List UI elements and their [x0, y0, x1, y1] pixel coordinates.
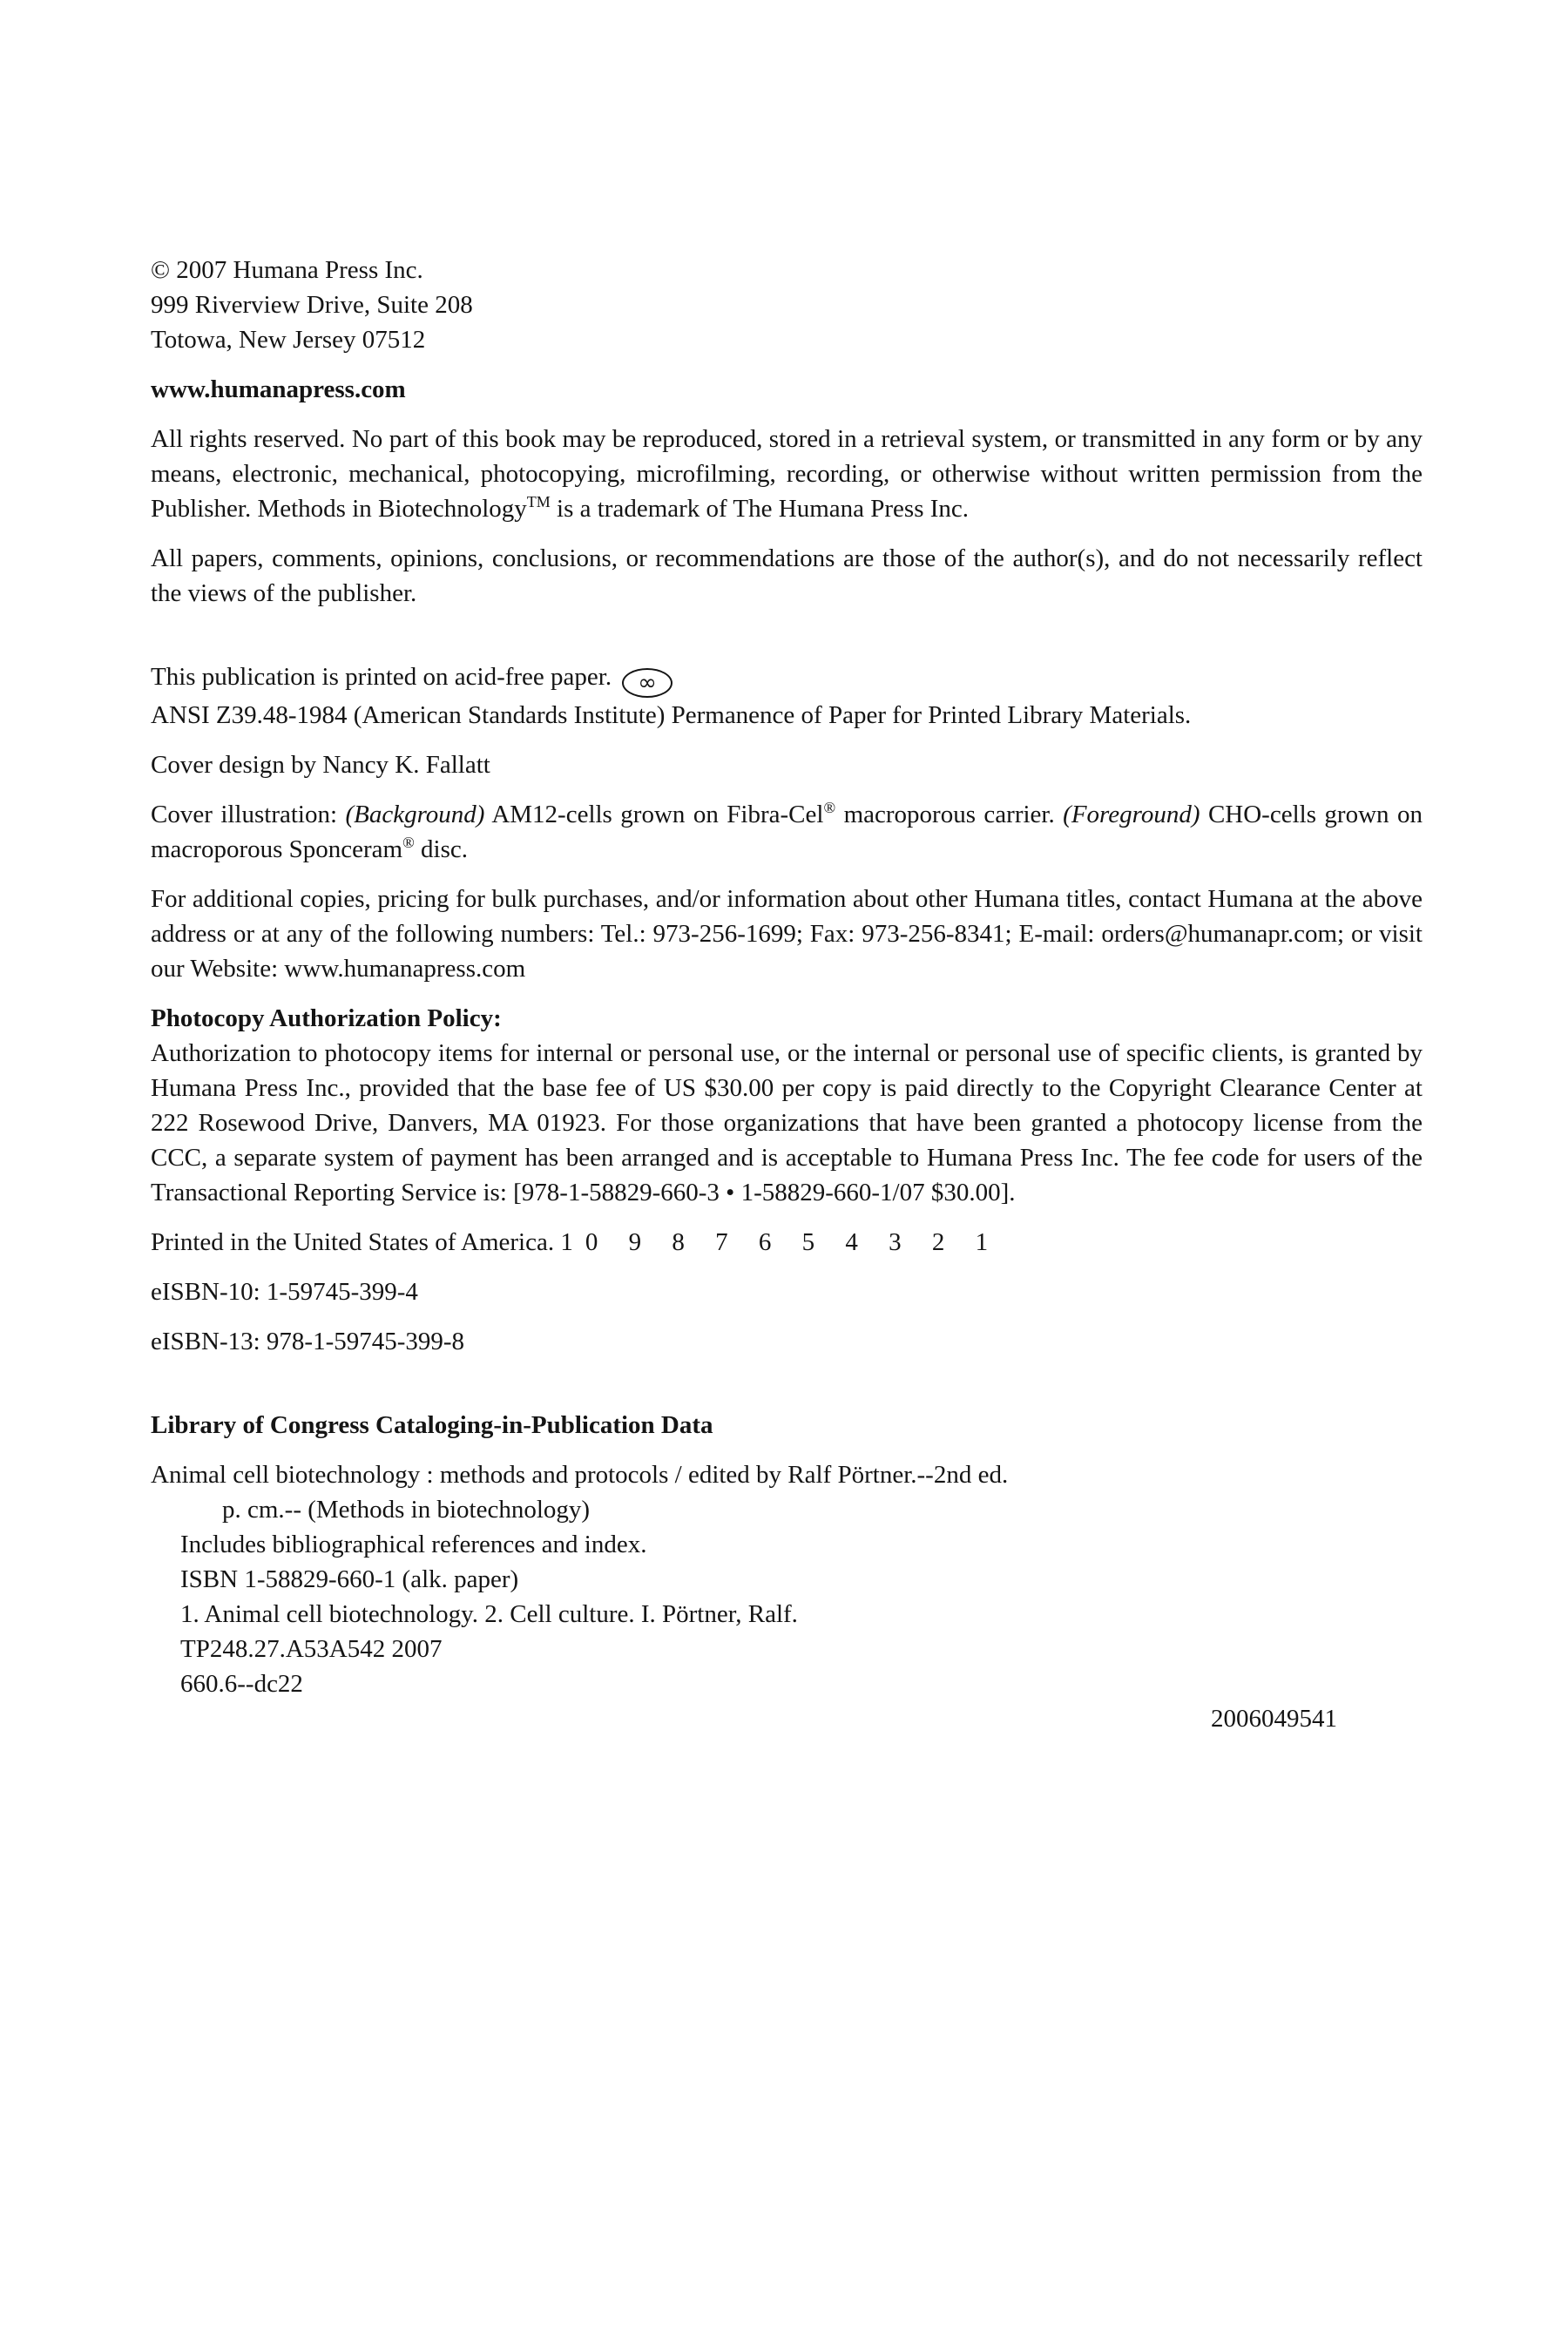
copyright-line: © 2007 Humana Press Inc. [151, 256, 423, 284]
printed-line [151, 1225, 1423, 1260]
copyright-page [151, 253, 1423, 1736]
acid-free-line [151, 659, 1423, 698]
cip-pages-line: p. cm.-- (Methods in biotechnology) [222, 1496, 591, 1524]
cover-middle-text: macroporous carrier. [835, 801, 1064, 828]
rights-paragraph [151, 422, 1423, 526]
cip-line: 660.6--dc22 [180, 1670, 303, 1698]
cip-line: ISBN 1-58829-660-1 (alk. paper) [180, 1565, 519, 1593]
printed-text: Printed in the United States of America. [151, 1228, 555, 1256]
foreground-text: CHO-cells grown on macroporous Sponceram [151, 801, 1423, 863]
rights-text: All rights reserved. No part of this book may be reproduced, stored in a retrieval system, or transmitted in any form or by any means, electronic, mechanical, photocopying, microfilming, recording, or otherwise without written permission from the Publisher. Methods in Biotechnology [151, 425, 1423, 523]
cover-design-line: Cover design by Nancy K. Fallatt [151, 751, 490, 779]
cip-line: Includes bibliographical references and index. [180, 1531, 647, 1558]
background-label: (Background) [345, 801, 485, 828]
cip-line: TP248.27.A53A542 2007 [180, 1635, 443, 1663]
ansi-standard-line: ANSI Z39.48-1984 (American Standards Institute) Permanence of Paper for Printed Library Materials. [151, 701, 1192, 729]
lccn-number: 2006049541 [1211, 1705, 1337, 1733]
cip-line: 1. Animal cell biotechnology. 2. Cell culture. I. Pörtner, Ralf. [180, 1600, 798, 1628]
cover-illustration-paragraph [151, 797, 1423, 867]
photocopy-heading: Photocopy Authorization Policy: [151, 1004, 502, 1032]
publisher-website: www.humanapress.com [151, 375, 406, 403]
registered-mark: ® [402, 834, 415, 851]
cip-title-line: Animal cell biotechnology : methods and protocols / edited by Ralf Pörtner.--2nd ed. [151, 1461, 1009, 1489]
address-street: 999 Riverview Drive, Suite 208 [151, 291, 473, 319]
photocopy-paragraph: Authorization to photocopy items for internal or personal use, or the internal or personal use of specific clients, is granted by Humana Press Inc., provided that the base fee of US $30.00 per copy is paid directly to the Copyright Clearance Center at 222 Rosewood Drive, Danvers, MA 01923. For those organizations that have been granted a photocopy license from the CCC, a separate system of payment has been arranged and is acceptable to Humana Press Inc. The fee code for users of the Transactional Reporting Service is: [978-1-58829-660-3 • 1-58829-660-1/07 $30.00]. [151, 1039, 1423, 1206]
additional-copies-paragraph: For additional copies, pricing for bulk purchases, and/or information about other Humana titles, contact Humana at the above address or at any of the following numbers: Tel.: 973-256-1699; Fax: 973-256-8341; E-mail: orders@humanapr.com; or visit our Website: www.humanapress.com [151, 885, 1423, 983]
cover-end-text: disc. [414, 835, 469, 863]
cip-heading: Library of Congress Cataloging-in-Publication Data [151, 1411, 713, 1439]
eisbn13-line: eISBN-13: 978-1-59745-399-8 [151, 1328, 465, 1355]
cover-illustration-prefix: Cover illustration: [151, 801, 346, 828]
printing-numbers: 10 9 8 7 6 5 4 3 2 1 [560, 1228, 1001, 1256]
infinity-paper-icon: ∞ [622, 668, 672, 698]
acid-free-text: This publication is printed on acid-free paper. [151, 663, 612, 691]
registered-mark: ® [823, 799, 836, 816]
trademark-symbol: TM [526, 493, 551, 510]
rights-text-end: is a trademark of The Humana Press Inc. [550, 495, 970, 523]
disclaimer-paragraph: All papers, comments, opinions, conclusions, or recommendations are those of the author(s), and do not necessarily reflect the views of the publisher. [151, 544, 1423, 607]
foreground-label: (Foreground) [1063, 801, 1200, 828]
eisbn10-line: eISBN-10: 1-59745-399-4 [151, 1278, 418, 1306]
background-text: AM12-cells grown on Fibra-Cel [484, 801, 824, 828]
address-city: Totowa, New Jersey 07512 [151, 326, 426, 354]
